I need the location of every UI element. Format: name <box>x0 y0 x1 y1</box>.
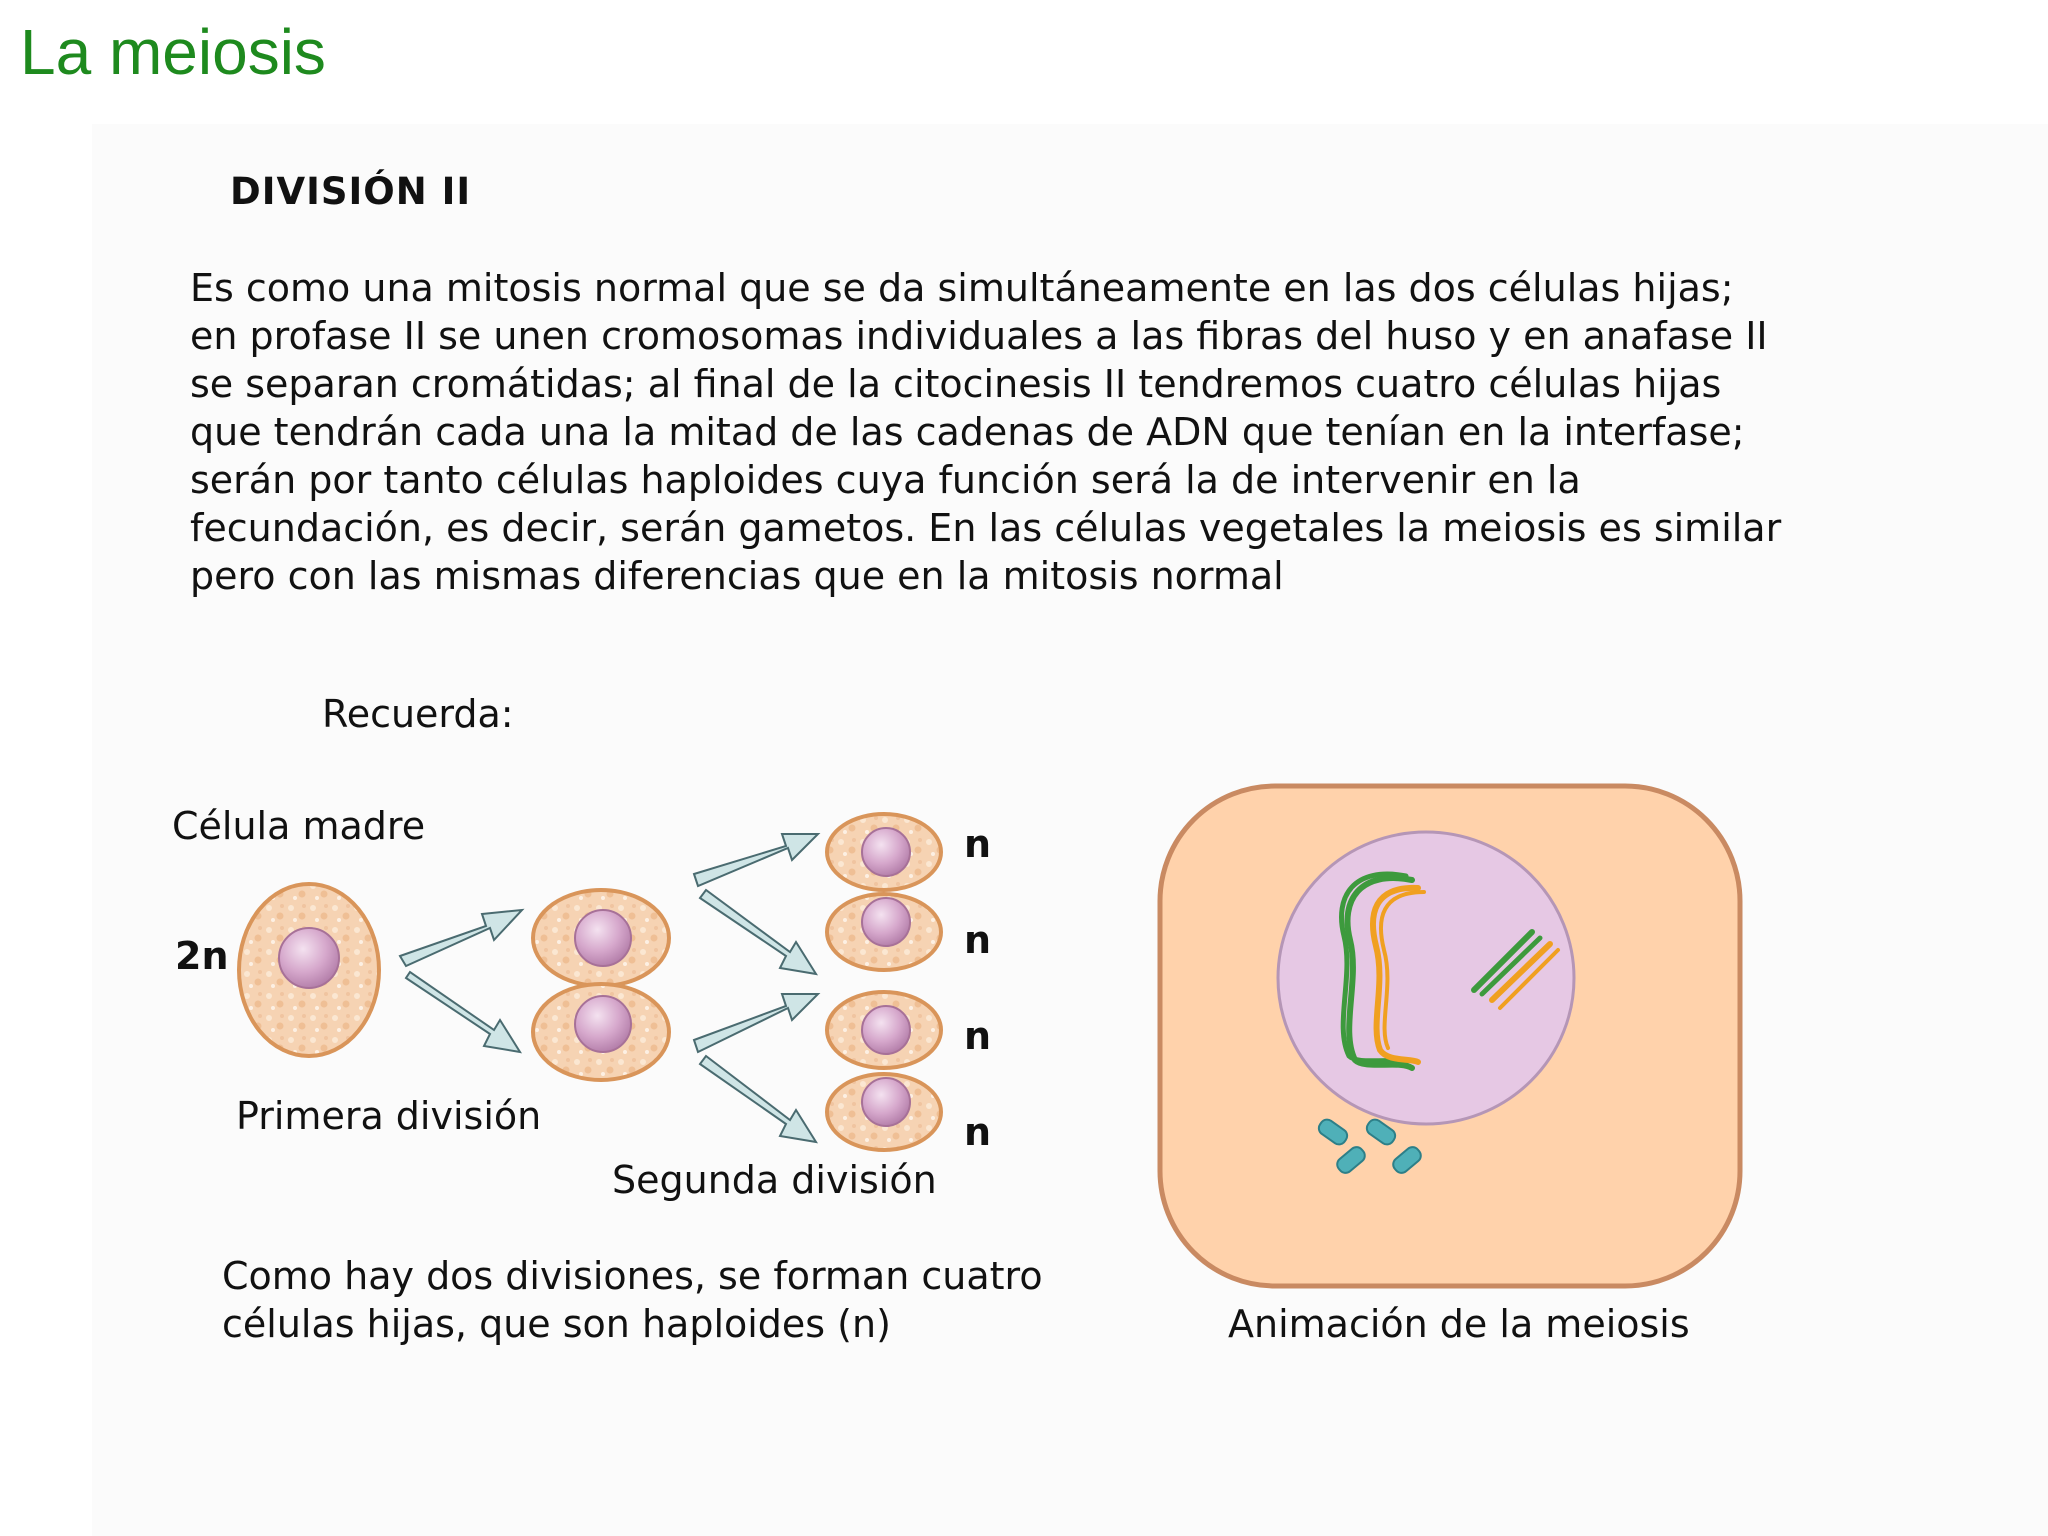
animation-caption: Animación de la meiosis <box>1228 1302 1690 1346</box>
mother-cell <box>239 884 379 1056</box>
haploid-cell-3 <box>827 992 941 1068</box>
body-paragraph: Es como una mitosis normal que se da simultáneamente en las dos células hijas; en profase II se unen cromosomas individuales a las fibras del huso y en anafase II se separan cromátidas; al final de la citocinesis II tendremos cuatro células hijas que tendrán cada una la mitad de las cadenas de ADN que tenían en la interfase; serán por tanto células haploides cuya función será la de intervenir en la fecundación, es decir, serán gametos. En las células vegetales la meiosis es similar pero con las mismas diferencias que en la mitosis normal <box>190 266 1782 598</box>
ploidy-n-label-3: n <box>964 1014 992 1058</box>
ploidy-n-label-2: n <box>964 918 992 962</box>
arrow-second-3 <box>694 994 818 1052</box>
section-heading: DIVISIÓN II <box>230 170 472 213</box>
haploid-cell-4 <box>827 1074 941 1150</box>
slide-title: La meiosis <box>20 16 326 88</box>
arrow-first-up <box>400 910 522 966</box>
first-division-cell-2 <box>533 984 669 1080</box>
second-division-label: Segunda división <box>612 1158 937 1202</box>
first-division-cell-1 <box>533 890 669 986</box>
summary-note-line-1: Como hay dos divisiones, se forman cuatro <box>222 1254 1043 1298</box>
haploid-cell-2 <box>827 894 941 970</box>
haploid-cell-1 <box>827 814 941 890</box>
ploidy-n-label-1: n <box>964 822 992 866</box>
arrow-second-2 <box>700 890 816 974</box>
recuerda-label: Recuerda: <box>322 692 514 736</box>
arrow-first-down <box>406 972 520 1052</box>
summary-note-line-2: células hijas, que son haploides (n) <box>222 1302 891 1346</box>
first-division-label: Primera división <box>236 1094 542 1138</box>
ploidy-2n-label: 2n <box>175 934 229 978</box>
arrow-second-4 <box>700 1056 816 1142</box>
mother-cell-label: Célula madre <box>172 804 426 848</box>
meiosis-animation[interactable] <box>1160 786 1740 1286</box>
ploidy-n-label-4: n <box>964 1110 992 1154</box>
arrow-second-1 <box>694 834 818 886</box>
